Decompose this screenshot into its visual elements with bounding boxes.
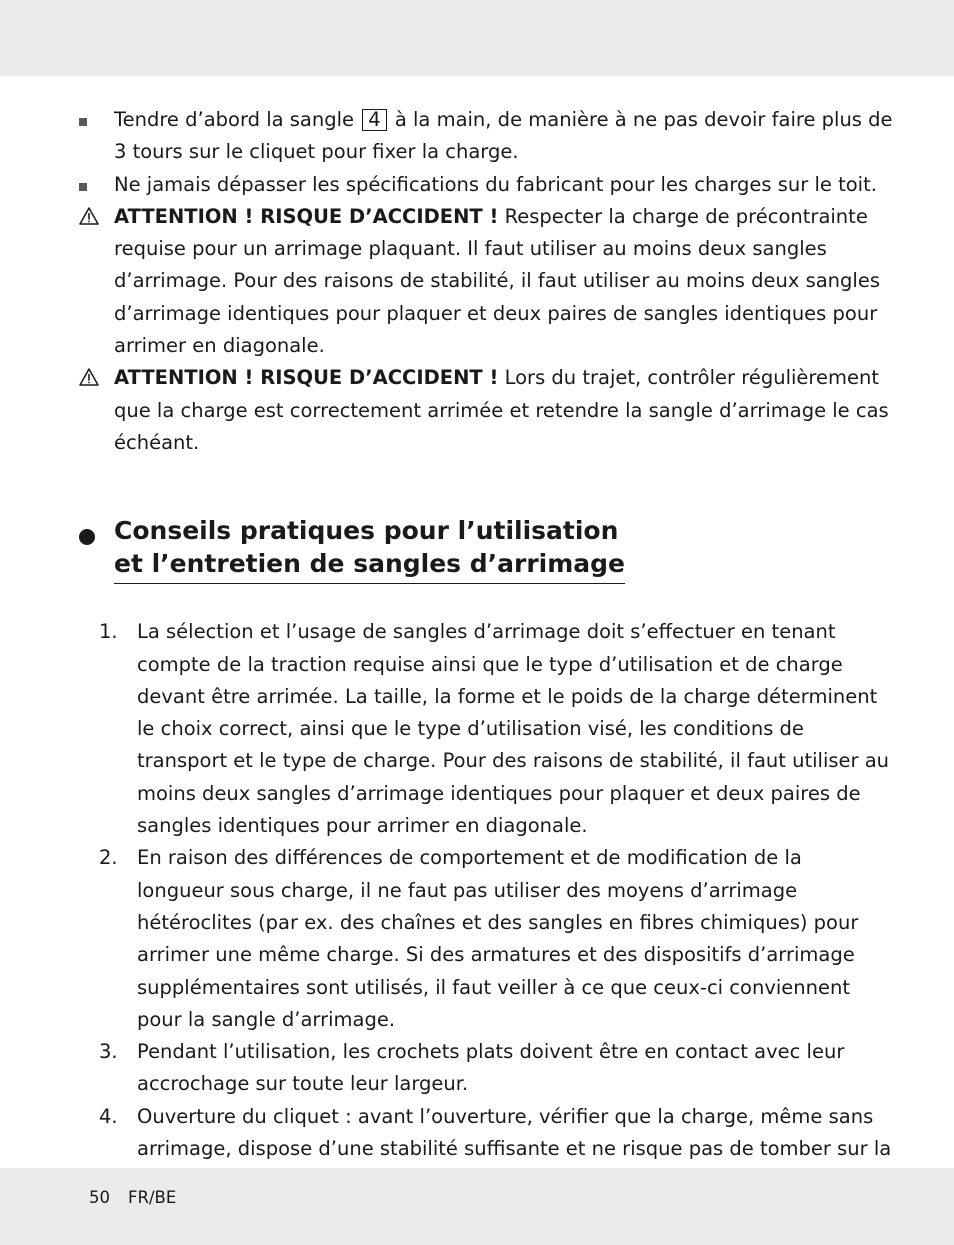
warning-text: Respecter la charge de précontrainte requise pour un arrimage plaquant. Il faut utiliser au moins deux sangles d’arrimage. Pour des raisons de stabilité, il faut utiliser au moins deux sangles d’arrimage identiques pour plaquer et deux paires de sangles identiques pour arrimer en diagonale. bbox=[114, 204, 880, 358]
bullet-item bbox=[0, 169, 954, 201]
section-title-line-2: et l’entretien de sangles d’arrimage bbox=[114, 548, 626, 578]
list-number: 3. bbox=[99, 1040, 118, 1064]
warning-label: ATTENTION ! RISQUE D’ACCIDENT ! bbox=[114, 366, 499, 390]
bullet-item bbox=[0, 104, 954, 169]
section-title-line-1: Conseils pratiques pour l’utilisation bbox=[114, 516, 619, 546]
list-text: En raison des différences de comportement et de modification de la longueur sous charge, il ne faut pas utiliser des moyens d’arrimage hétéroclites (par ex. des chaînes et des sangles en fibres chimiques) pour arrimer une même charge. Si des armatures et des dispositifs d’arrimage supplémentaires sont utilisés, il faut veiller à ce que ceux-ci conviennent pour la sangle d’arrimage. bbox=[137, 846, 859, 1031]
language-code: FR/BE bbox=[128, 1188, 177, 1207]
list-item bbox=[0, 1101, 954, 1166]
list-number: 1. bbox=[99, 620, 118, 644]
warning-text: Lors du trajet, contrôler régulièrement que la charge est correctement arrimée et retendre la sangle d’arrimage le cas échéant. bbox=[114, 366, 889, 454]
list-item bbox=[0, 842, 954, 1036]
bullet-text: Ne jamais dépasser les spécifications du fabricant pour les charges sur le toit. bbox=[114, 172, 877, 196]
bullet-text: Tendre d’abord la sangle bbox=[114, 108, 361, 131]
square-bullet-icon bbox=[79, 183, 87, 191]
warning-label: ATTENTION ! RISQUE D’ACCIDENT ! bbox=[114, 204, 499, 228]
warning-item bbox=[0, 362, 954, 459]
warning-triangle-icon bbox=[79, 207, 99, 225]
page-number: 50 bbox=[89, 1188, 110, 1207]
page-footer bbox=[89, 1187, 194, 1209]
section-title bbox=[114, 515, 625, 584]
reference-number: 4 bbox=[362, 109, 386, 131]
round-bullet-icon bbox=[79, 529, 95, 545]
list-text: Ouverture du cliquet : avant l’ouverture, vérifier que la charge, même sans arrimage, dispose d’une stabilité suffisante et ne risque pas de tomber sur la bbox=[137, 1104, 892, 1161]
square-bullet-icon bbox=[79, 118, 87, 126]
header-band bbox=[0, 0, 954, 76]
numbered-list bbox=[0, 616, 954, 1165]
list-item bbox=[0, 1036, 954, 1101]
warning-item bbox=[0, 201, 954, 362]
list-item bbox=[0, 616, 954, 842]
list-text: La sélection et l’usage de sangles d’arrimage doit s’effectuer en tenant compte de la traction requise ainsi que le type d’utilisation et de charge devant être arrimée. La taille, la forme et le poids de la charge déterminent le choix correct, ainsi que le type d’utilisation visé, les conditions de transport et le type de charge. Pour des raisons de stabilité, il faut utiliser au moins deux sangles d’arrimage identiques pour plaquer et deux paires de sangles identiques pour arrimer en diagonale. bbox=[137, 620, 890, 838]
bullet-text: à la main, de manière à ne pas devoir faire plus de 3 tours sur le cliquet pour fixer la charge. bbox=[114, 108, 893, 164]
list-number: 2. bbox=[99, 846, 118, 870]
page-content bbox=[0, 104, 954, 1165]
section-heading bbox=[0, 515, 954, 584]
warning-triangle-icon bbox=[79, 368, 99, 386]
list-text: Pendant l’utilisation, les crochets plats doivent être en contact avec leur accrochage sur toute leur largeur. bbox=[137, 1040, 845, 1096]
list-number: 4. bbox=[99, 1104, 118, 1128]
